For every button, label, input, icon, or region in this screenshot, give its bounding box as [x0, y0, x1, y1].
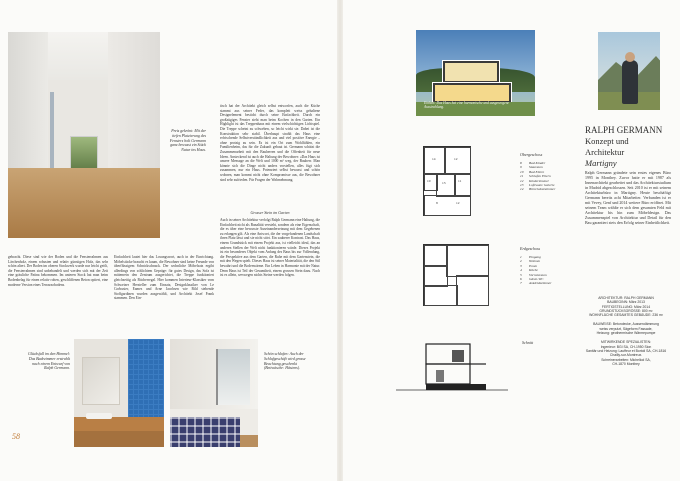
corridor-photo	[8, 32, 160, 238]
ground-floor-label: Erdgeschoss	[520, 246, 541, 251]
column-3-top-text: tisch hat der Architekt gleich selbst entworfen, auch die Küche stammt aus seiner Feder, das komplett weiss gehaltene Designelement besticht durch seine Einfachheit. Durch ein großzügiges Fenster sieht man beim Kochen in den Garten. Ein Highlight ist das Treppenhaus mit einem vielschichtigen Lichtspiel. Die Treppe scheint zu schweben, so leicht wirkt sie. Dabei ist die Konstruktion sehr stabil. Überhaupt strahlt das Haus eine erfrischende Selbstverständlichkeit aus und viel positive Energie – ohne protzig zu sein. Es ist ein Ort zum Wohlfühlen, ein Familienheim, das für die Zukunft gebaut ist. Germann schätzt die Zusammenarbeit mit den Bauherren und die Offenheit für neue Ideen. Ansteckend ist auch die Haltung der Bewohner: «Das Haus ist unsere Mensage an die Welt und 1000 m² weg, der Bauherr. Man könnte sich die Dinge nicht anders vorstellen, alles fügt sich zusammen, nur ein Haus. Potenziert selbst bewusst und schön wohnen, man kommt nicht ohne Kompromisse aus, die Bewohner sind sehr zufrieden. Für Fragen der Wahrnehmung.	[220, 104, 320, 182]
column-3-bottom-text: Auch in seiner Architektur verfolgt Ralph Germann eine Haltung, die Einfachheit nicht als Banalität versteht, sondern als eine Eigenschaft, die es über eine bewusste Auseinandersetzung mit dem Gegebenen zu erlangen gilt. Als eine Antwort, die der vorgefundenen Landschaft ihren Platz lässt und sie nicht stört. Ein sauberer Kontrast. Das Haus, einem Grundstück mit einem Projekt aus, ist vielleicht ideal, das an anderen Stellen der Welt nicht funktionieren würde. Dieses Projekt ist ein besonderes Objekt vom Anfang des Baus bis zur Vollendung, die Perspektive aus dem Garten, die Ruhe mit dem Gartenstein, die mit den Wegen spielt. Dieses Haus ist seiner Materialität, die den Stil bewahrt und die Bodenwärme. Ein Leben in Harmonie mit der Natur. Denn Haus ist Teil der Gesamtheit, einem grossen Stein dazu. Nach ist es allein, weswegen nichts Steine werden folgen.	[220, 218, 320, 278]
legend-item: 14 Büro/Gästezimmer	[520, 187, 556, 192]
fact-line: BAUBEGINN: März 2013	[607, 300, 645, 305]
column-1-text: gebracht. Diese sind wie der Boden und die Fensterrahmen aus Lärchenholz, einem robusten und relativ günstigen Holz, das sehr schön altert. Der Boden im oberen Stockwerk wurde nur leicht geölt, die Fensterrahmen sind unbehandelt und werden sich mit der Zeit eine gräuliche Patina bekommen. Im unteren Stock hat man beim Bodenbelag für einen relativ rohen, geschliffenen Beton optiert, eine moderne Version eines Terrazzobodens.	[8, 255, 108, 287]
column-2-text: Einfachheit lautet hier das Losungswort, auch in der Einrichtung. Möbelstücke braucht es kaum, die Bewohner sind keine Freunde von überflüssigem Schnickschnack. Der wohnliche Möbelsatz ergibt allerdings von schlichtem Gepräge: für gutes Design, das Sofa ist mittenrein den Zentrum ausgerichtet, die Treppe funktioniert gleichzeitig als Bücherregal. Hier kommen Interieur-Klassiker vom Schweizer Hersteller zum Einsatz, Designklassiker von Le Corbusier, Eames und Arne Jacobsen wie Bild stehende Stoffgardinen wurden ausgewählt, und Architekt Josef Frank stammen. Den Ein-	[114, 255, 214, 301]
bedroom-photo	[170, 339, 258, 447]
legend-item: 13 Luftraum/ Galerie	[520, 183, 555, 188]
legend-item: 11 Schlafen Eltern	[520, 174, 551, 179]
upper-room-num: 8	[436, 201, 438, 205]
corridor-photo-caption: Preis gekrönt: Mit der tiefen Platzierung des Fensters holt Germann ganz bewusst ein Stück Natur ins Haus.	[169, 129, 206, 153]
legend-item: 5 Vorratsraum	[520, 272, 547, 277]
fact-line: WOHNFLÄCHE GESAMTES GEBÄUDE: 236 m²	[589, 313, 663, 318]
fact-line: Ingenieur: BGI SA, CH-1950 Sion	[600, 344, 652, 349]
section-subhead: Grosser Stein im Garten	[250, 210, 290, 215]
legend-item: 6 Gäste-WC	[520, 277, 544, 282]
upper-room-num: 12	[454, 157, 458, 161]
legend-item: 12 Kinderzimmer	[520, 178, 550, 183]
fact-line: BAUWEISE: Betondecke, Aussendämmung	[593, 322, 659, 327]
bathroom-photo	[74, 339, 164, 447]
ground-floor-legend	[520, 246, 580, 286]
spine-gutter	[337, 0, 343, 481]
role-line-1: Konzept und	[585, 136, 629, 146]
legend-item: 8 Bad Kinder	[520, 161, 546, 165]
legend-item: 9 Stauraum	[520, 165, 543, 170]
upper-room-num: 12	[456, 201, 460, 205]
upper-room-num: 10	[427, 179, 431, 183]
fact-line: GRUNDSTÜCKSGRÖSSE: 800 m²	[599, 308, 653, 313]
upper-room-num: 13	[442, 181, 446, 185]
architect-portrait-photo	[598, 32, 660, 110]
ground-floor-plan	[423, 244, 489, 306]
fact-line: ARCHITEKTUR: RALPH GERMANN	[598, 296, 654, 300]
upper-floor-label: Obergeschoss	[520, 152, 543, 157]
fact-line: FERTIGSTELLUNG: März 2014	[601, 304, 651, 309]
legend-item: 2 Wohnen	[520, 259, 541, 264]
legend-item: 3 Essen	[520, 263, 538, 268]
section-drawing	[396, 338, 508, 402]
bed-photo-caption: Schön schlafen: Auch der Schlafgeschäft wird grosse Beachtung geschenkt (Bettwäsche: Hästens).	[264, 352, 306, 371]
legend-item: 4 Küche	[520, 268, 538, 273]
fact-line: MITWIRKENDE SPEZIALISTEN:	[601, 340, 651, 345]
upper-room-num: 11	[458, 179, 462, 183]
upper-floor-plan	[423, 146, 471, 216]
fact-line: CH-1870 Monthey	[612, 361, 640, 366]
legend-item: 10 Bad Eltern	[520, 169, 545, 174]
fact-line: weiss verputzt, Sägeform Fassade,	[599, 326, 653, 331]
upper-floor-legend	[520, 152, 580, 192]
architect-city: Martigny	[585, 158, 617, 168]
section-label: Schnitt	[522, 340, 534, 345]
page-number: 58	[12, 432, 20, 441]
legend-item: 7 Ankleidezimmer	[520, 281, 552, 286]
fact-line: Sanitär und Heizung: Lauffeur et Bortoli SA, CH-1816 Chailly-sur-Montreux.	[585, 348, 667, 358]
architect-bio: Ralph Germann gründete sein erstes eigenes Büro 1995 in Monthey. Zuvor hatte er mit 1987 als Innenarchitekt gearbeitet und das Architekturstudium in Madrid abgeschlossen. Seit 2010 ist er mit seinem Architekturbüro in Martigny. Heute beschäftigt Germann bereits acht Mitarbeiter. Verbunden ist er mit Vevey, Genf und 2014 weitere Büro eröffnet. Mit seinem Team wählte er sich dem gesamten Feld mit Architektur bis hin zum Möbeldesign. Das Zusammenspiel von Architektur und Detail für den Bau garantiert stets den Erfolg seiner Einheitlichkeit.	[585, 170, 671, 225]
house-photo-caption: Einheit: Das Haus hat eine harmonische und ausgewogene Ausstrahlung.	[424, 101, 510, 110]
project-facts	[584, 296, 668, 371]
bath-photo-caption: Glücksfall im den Himmel: Das Badezimmer erstrahlt nach einem Entwurf von Ralph Germann.	[27, 352, 70, 371]
fact-line: Heizung: geothermische Wärmepumpe	[596, 331, 656, 336]
architect-heading	[585, 125, 675, 169]
legend-item: 1 Eingang	[520, 255, 541, 259]
fact-line: Schreinerarbeiten: Michellod SA,	[601, 357, 651, 362]
architect-name: RALPH GERMANN	[585, 125, 663, 135]
role-line-2: Architektur	[585, 147, 625, 157]
upper-room-num: 14	[432, 157, 436, 161]
